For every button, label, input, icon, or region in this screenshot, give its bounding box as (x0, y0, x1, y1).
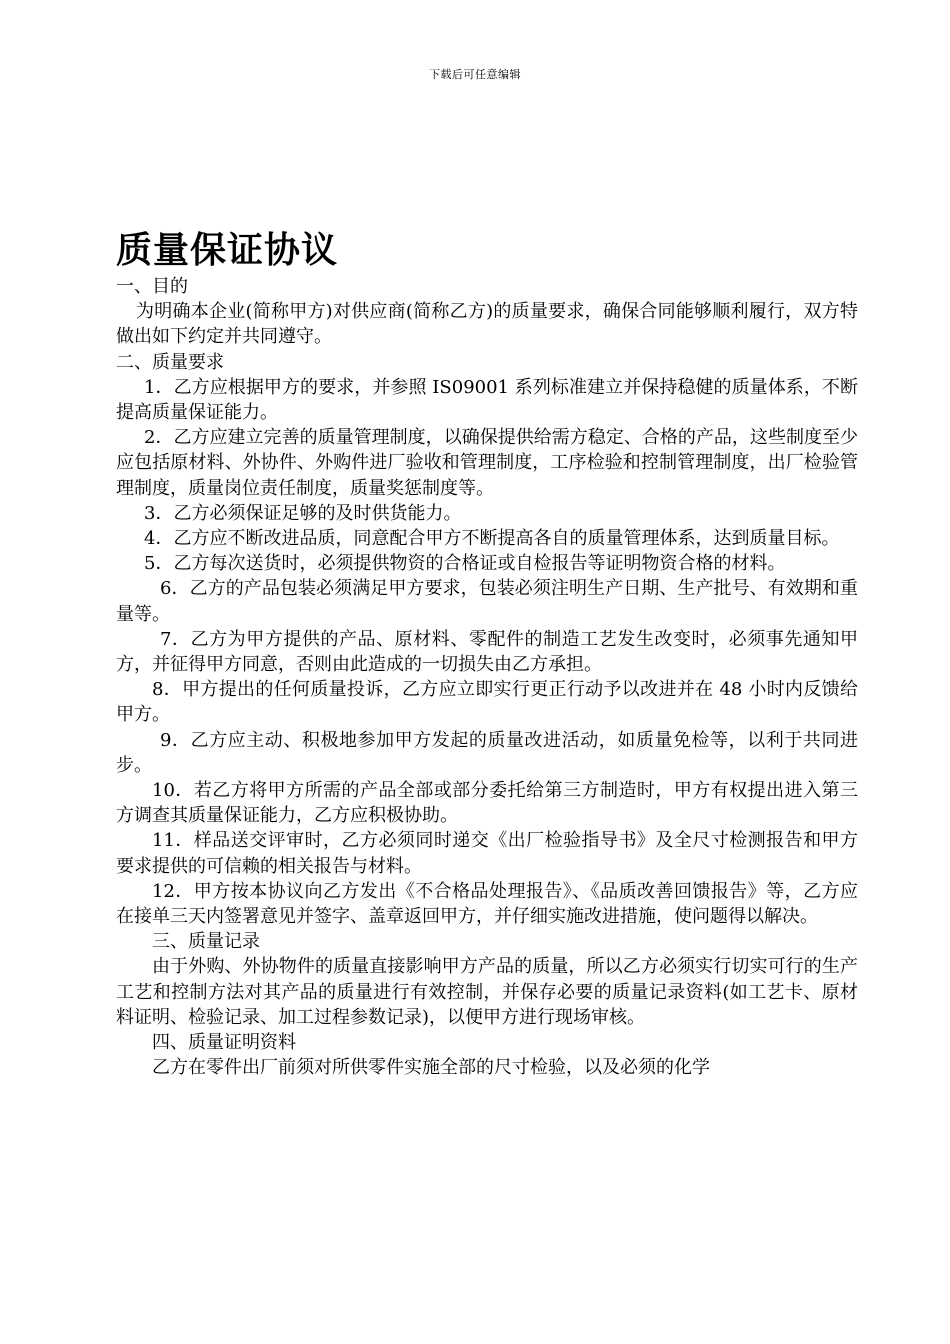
list-item: 12．甲方按本协议向乙方发出《不合格品处理报告》、《品质改善回馈报告》等，乙方应在接单三天内签署意见并签字、盖章返回甲方，并仔细实施改进措施，使问题得以解决。 (116, 880, 858, 928)
list-item: 8．甲方提出的任何质量投诉，乙方应立即实行更正行动予以改进并在 48 小时内反馈给甲方。 (116, 679, 858, 726)
list-item: 2．乙方应建立完善的质量管理制度，以确保提供给需方稳定、合格的产品，这些制度至少应包括原材料、外协件、外购件进厂验收和管理制度，工序检验和控制管理制度，出厂检验管理制度，质量岗位责任制度，质量奖惩制度等。 (116, 427, 858, 499)
list-item: 3．乙方必须保证足够的及时供货能力。 (144, 502, 462, 524)
list-item: 6．乙方的产品包装必须满足甲方要求，包装必须注明生产日期、生产批号、有效期和重量等。 (116, 578, 858, 625)
paragraph-quality-records: 由于外购、外协物件的质量直接影响甲方产品的质量，所以乙方必须实行切实可行的生产工艺和控制方法对其产品的质量进行有效控制，并保存必要的质量记录资料(如工艺卡、原材料证明、检验记录、加工过程参数记录)，以便甲方进行现场审核。 (116, 956, 858, 1028)
section-heading-quality-requirements: 二、质量要求 (116, 351, 224, 373)
header-note: 下载后可任意编辑 (429, 68, 521, 81)
list-item: 1．乙方应根据甲方的要求，并参照 IS09001 系列标准建立并保持稳健的质量体系，不断提高质量保证能力。 (116, 376, 858, 424)
list-item: 11．样品送交评审时，乙方必须同时递交《出厂检验指导书》及全尺寸检测报告和甲方要求提供的可信赖的相关报告与材料。 (116, 830, 858, 877)
section-heading-purpose: 一、目的 (116, 276, 188, 297)
paragraph-quality-certificates: 乙方在零件出厂前须对所供零件实施全部的尺寸检验，以及必须的化学 (152, 1057, 710, 1079)
list-item: 7．乙方为甲方提供的产品、原材料、零配件的制造工艺发生改变时，必须事先通知甲方，并征得甲方同意，否则由此造成的一切损失由乙方承担。 (116, 628, 858, 676)
list-item: 10．若乙方将甲方所需的产品全部或部分委托给第三方制造时，甲方有权提出进入第三方调查其质量保证能力，乙方应积极协助。 (116, 780, 858, 827)
section-heading-quality-records: 三、质量记录 (152, 931, 260, 953)
document-title: 质量保证协议 (116, 229, 339, 271)
section-heading-quality-certificates: 四、质量证明资料 (152, 1032, 296, 1054)
list-item: 5．乙方每次送货时，必须提供物资的合格证或自检报告等证明物资合格的材料。 (144, 553, 786, 575)
document-body (116, 274, 858, 1081)
list-item: 4．乙方应不断改进品质，同意配合甲方不断提高各自的质量管理体系，达到质量目标。 (144, 528, 840, 550)
list-item: 9．乙方应主动、积极地参加甲方发起的质量改进活动，如质量免检等，以利于共同进步。 (116, 729, 858, 776)
paragraph-purpose: 为明确本企业(简称甲方)对供应商(简称乙方)的质量要求，确保合同能够顺利履行，双方特做出如下约定并共同遵守。 (116, 301, 858, 348)
